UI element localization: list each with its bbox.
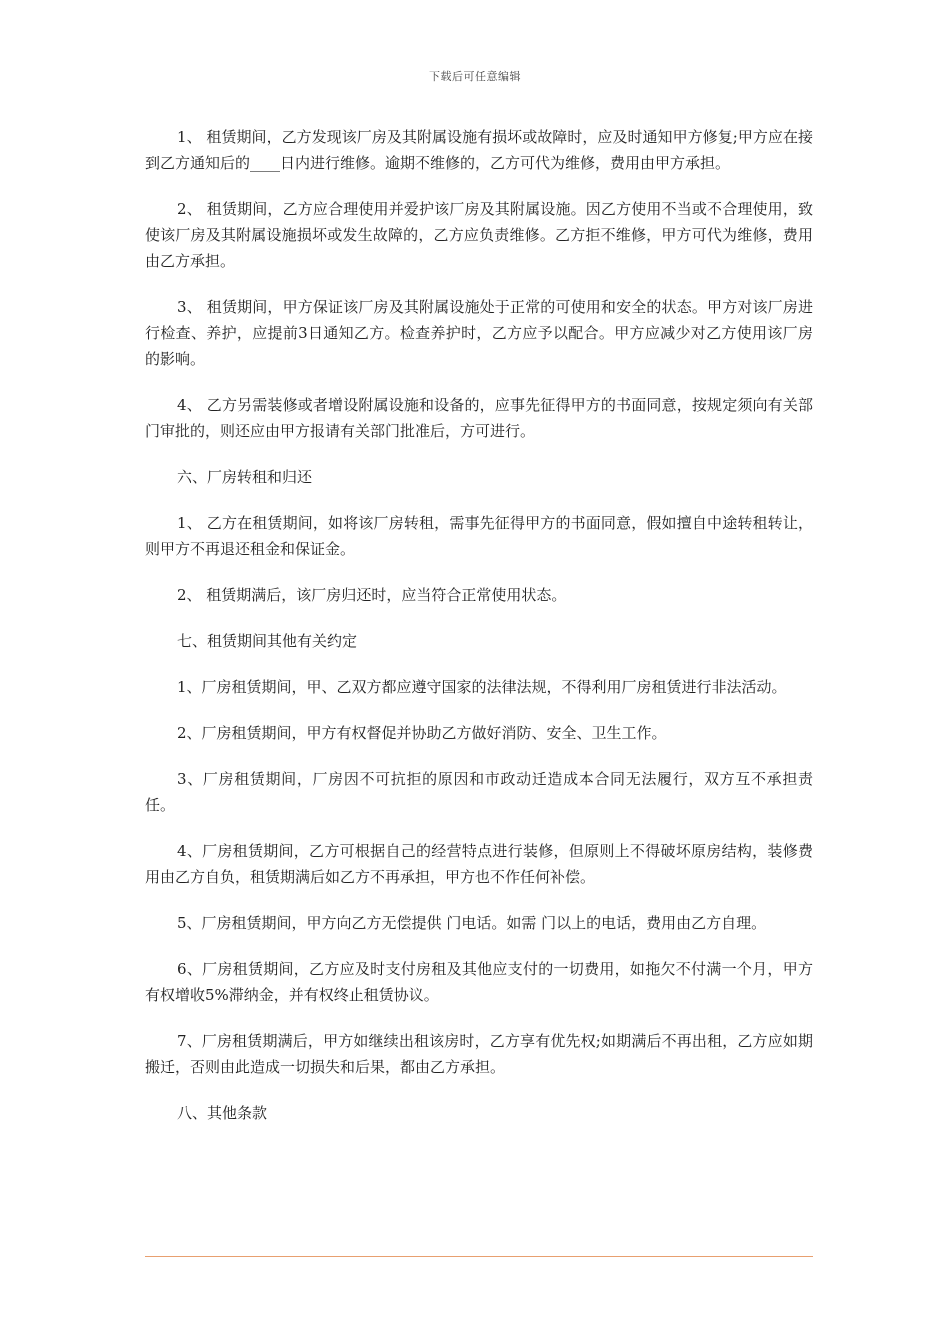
page-header: 下载后可任意编辑 [429, 70, 521, 83]
clause-safety-guarantee: 3、 租赁期间，甲方保证该厂房及其附属设施处于正常的可使用和安全的状态。甲方对该厂房进行检查、养护，应提前3日通知乙方。检查养护时，乙方应予以配合。甲方应减少对乙方使用该厂房的影响。 [145, 298, 813, 368]
clause-legal-compliance: 1、厂房租赁期间，甲、乙双方都应遵守国家的法律法规，不得利用厂房租赁进行非法活动。 [177, 678, 787, 696]
footer-divider [145, 1256, 813, 1257]
clause-decoration: 4、厂房租赁期间，乙方可根据自己的经营特点进行装修，但原则上不得破坏原房结构，装修费用由乙方自负，租赁期满后如乙方不再承担，甲方也不作任何补偿。 [145, 842, 813, 886]
clause-late-fee: 6、厂房租赁期间，乙方应及时支付房租及其他应支付的一切费用，如拖欠不付满一个月，甲方有权增收5%滞纳金，并有权终止租赁协议。 [145, 960, 813, 1004]
clause-renovation-approval: 4、 乙方另需装修或者增设附属设施和设备的，应事先征得甲方的书面同意，按规定须向有关部门审批的，则还应由甲方报请有关部门批准后，方可进行。 [145, 396, 813, 440]
clause-proper-use: 2、 租赁期间，乙方应合理使用并爱护该厂房及其附属设施。因乙方使用不当或不合理使用，致使该厂房及其附属设施损坏或发生故障的，乙方应负责维修。乙方拒不维修，甲方可代为维修，费用由乙方承担。 [145, 200, 813, 270]
clause-return-condition: 2、 租赁期满后，该厂房归还时，应当符合正常使用状态。 [177, 586, 567, 604]
clause-repair-notice: 1、 租赁期间，乙方发现该厂房及其附属设施有损坏或故障时，应及时通知甲方修复;甲方应在接到乙方通知后的____日内进行维修。逾期不维修的，乙方可代为维修，费用由甲方承担。 [145, 128, 813, 172]
clause-priority-renewal: 7、厂房租赁期满后，甲方如继续出租该房时，乙方享有优先权;如期满后不再出租，乙方应如期搬迁，否则由此造成一切损失和后果，都由乙方承担。 [145, 1032, 813, 1076]
clause-sublease: 1、 乙方在租赁期间，如将该厂房转租，需事先征得甲方的书面同意，假如擅自中途转租转让，则甲方不再退还租金和保证金。 [145, 514, 813, 558]
section-heading-other-agreements: 七、租赁期间其他有关约定 [177, 632, 358, 650]
section-heading-other-terms: 八、其他条款 [177, 1104, 268, 1122]
section-heading-sublease-return: 六、厂房转租和归还 [177, 468, 313, 486]
clause-fire-safety: 2、厂房租赁期间，甲方有权督促并协助乙方做好消防、安全、卫生工作。 [177, 724, 667, 742]
document-body [145, 124, 813, 1146]
clause-force-majeure: 3、厂房租赁期间，厂房因不可抗拒的原因和市政动迁造成本合同无法履行，双方互不承担责任。 [145, 770, 813, 814]
clause-telephone: 5、厂房租赁期间，甲方向乙方无偿提供 门电话。如需 门以上的电话，费用由乙方自理。 [177, 914, 767, 932]
